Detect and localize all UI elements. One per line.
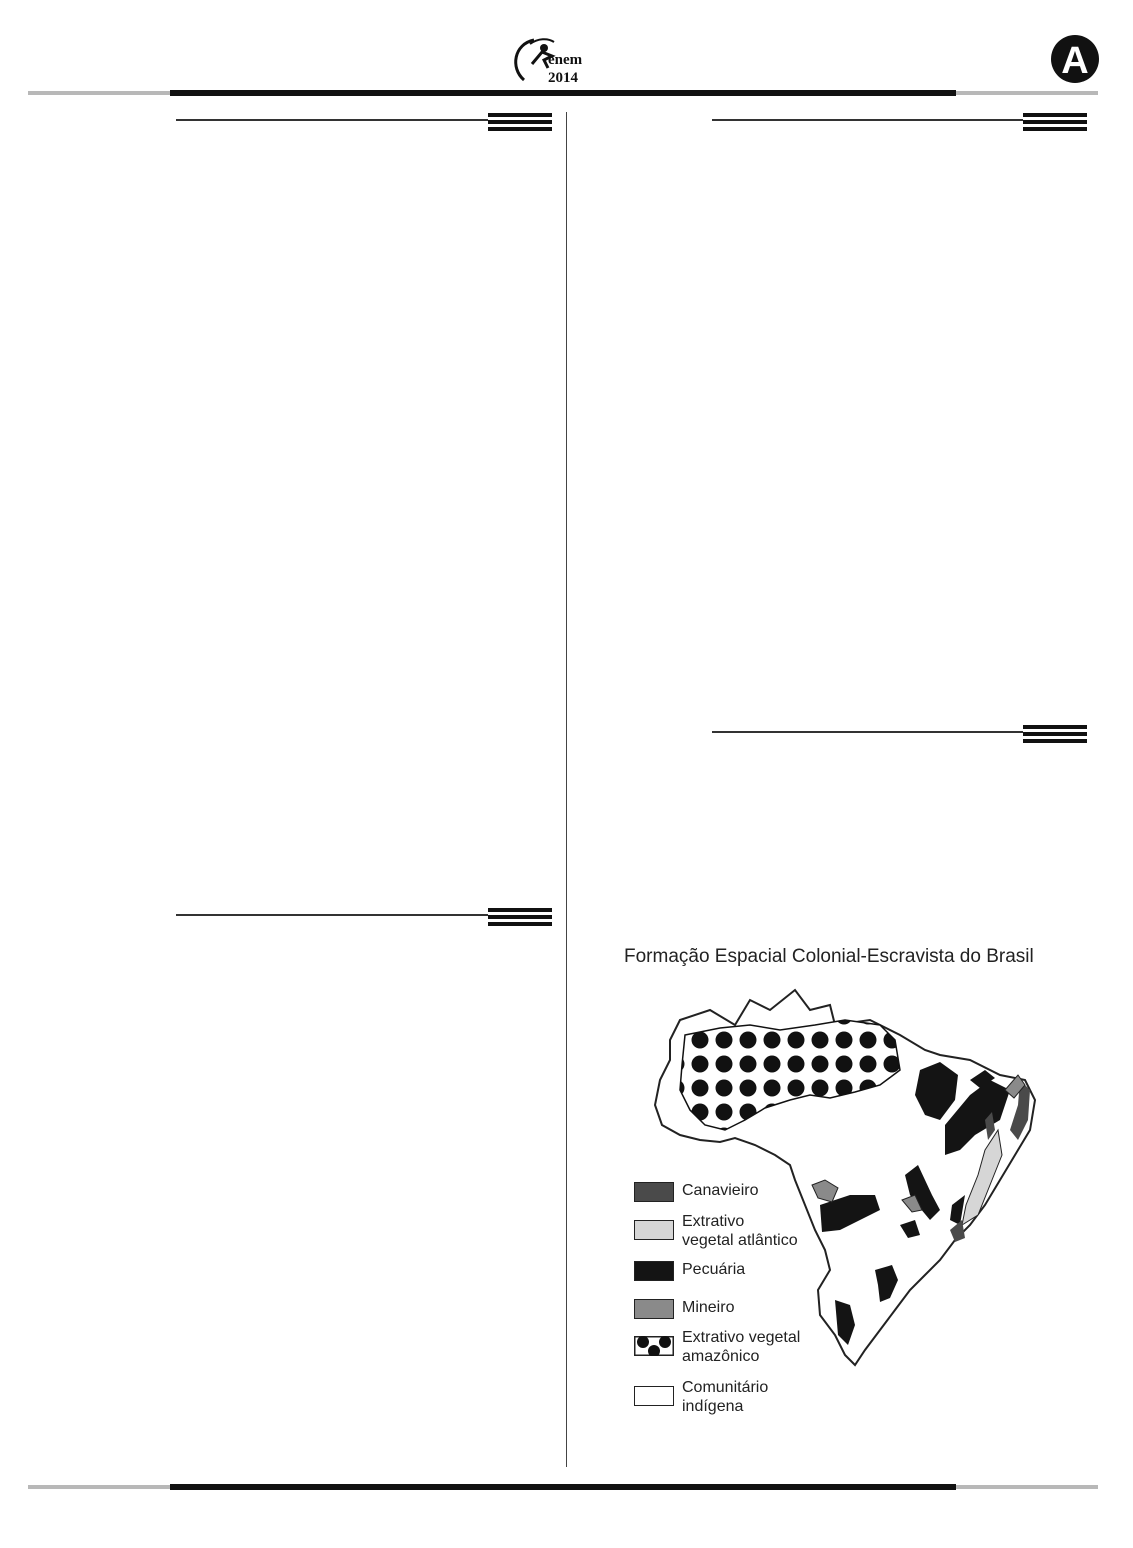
header-rule-right [956, 91, 1098, 95]
header-rule-left [28, 91, 170, 95]
footer-rule-main [170, 1484, 956, 1490]
legend-swatch [634, 1182, 674, 1202]
legend-label: Mineiro [682, 1299, 735, 1316]
brazil-map [640, 980, 1060, 1380]
footer-rule-left [28, 1485, 170, 1489]
badge-letter: A [1061, 40, 1089, 82]
legend-label: Extrativo [682, 1213, 745, 1230]
legend-label: Comunitário [682, 1379, 769, 1396]
enem-logo [508, 34, 592, 86]
header-rule-main [170, 90, 956, 96]
legend-swatch-dots [634, 1336, 674, 1356]
logo-text-enem: enem [548, 52, 583, 68]
legend-label: amazônico [682, 1348, 760, 1365]
footer-rule-right [956, 1485, 1098, 1489]
answer-sheet-badge [1050, 34, 1100, 84]
legend-label: vegetal atlântico [682, 1232, 798, 1249]
map-title: Formação Espacial Colonial-Escravista do Brasil [624, 946, 1034, 967]
legend-label: Canavieiro [682, 1182, 759, 1199]
column-divider [566, 112, 567, 1467]
legend-label: Pecuária [682, 1261, 746, 1278]
legend-swatch [634, 1220, 674, 1240]
legend-swatch [634, 1299, 674, 1319]
logo-text-year: 2014 [548, 70, 578, 86]
legend-swatch [634, 1261, 674, 1281]
legend-label: Extrativo vegetal [682, 1329, 801, 1346]
legend-swatch [634, 1386, 674, 1406]
legend-label: indígena [682, 1398, 744, 1415]
